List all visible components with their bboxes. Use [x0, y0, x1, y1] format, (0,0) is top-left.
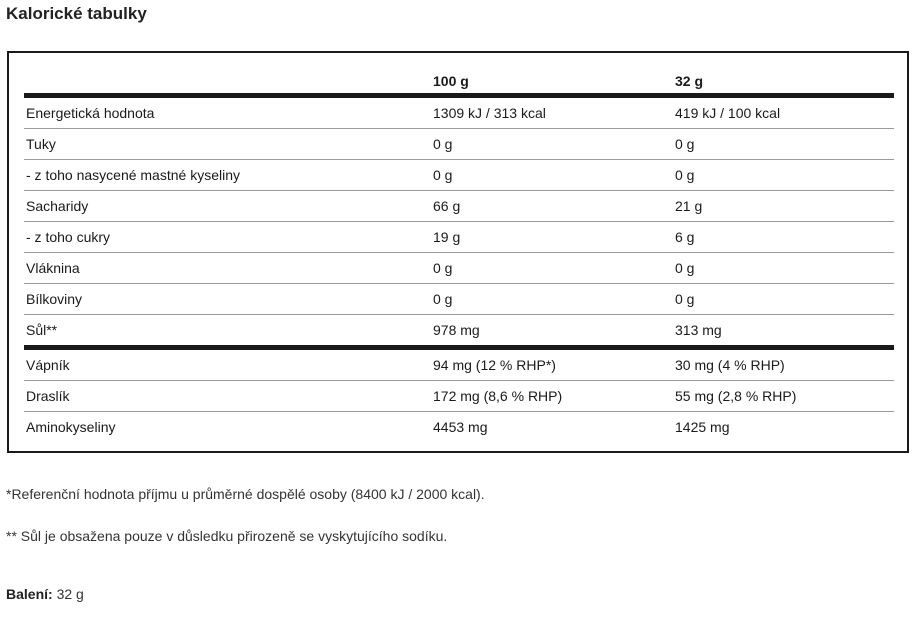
package-label: Balení:: [6, 586, 53, 602]
value-100g: 4453 mg: [433, 419, 488, 435]
nutrient-label: Sacharidy: [24, 191, 433, 222]
nutrient-label: Aminokyseliny: [26, 419, 116, 435]
nutrient-label: Sůl**: [24, 315, 433, 348]
package-info: [6, 586, 84, 602]
value-100g: 0 g: [433, 129, 675, 160]
nutrient-label: Bílkoviny: [24, 284, 433, 315]
package-value: 32 g: [56, 586, 84, 602]
nutrition-table: [24, 66, 894, 442]
nutrient-label: Vápník: [24, 348, 433, 381]
value-100g: 1309 kJ / 313 kcal: [433, 96, 675, 129]
nutrient-label: - z toho nasycené mastné kyseliny: [24, 160, 433, 191]
value-100g: 19 g: [433, 222, 675, 253]
value-32g: 0 g: [675, 129, 894, 160]
nutrient-label: Draslík: [24, 381, 433, 412]
page-title: Kalorické tabulky: [6, 4, 147, 23]
table-header-row: [24, 66, 894, 96]
value-32g: 1425 mg: [675, 419, 730, 435]
value-100g: 0 g: [433, 160, 675, 191]
value-32g: 55 mg (2,8 % RHP): [675, 381, 894, 412]
nutrient-label: - z toho cukry: [24, 222, 433, 253]
value-32g: 419 kJ / 100 kcal: [675, 96, 894, 129]
value-100g: 978 mg: [433, 315, 675, 348]
value-32g: 0 g: [675, 160, 894, 191]
value-32g: 21 g: [675, 191, 894, 222]
table-row: [24, 348, 894, 381]
value-100g: 172 mg (8,6 % RHP): [433, 381, 675, 412]
table-row: [24, 315, 894, 348]
nutrition-table-frame: [7, 51, 909, 453]
value-32g: 0 g: [675, 253, 894, 284]
header-cell-label: [24, 66, 433, 96]
table-row: [24, 381, 894, 412]
value-100g: 0 g: [433, 284, 675, 315]
nutrient-label: Vláknina: [24, 253, 433, 284]
value-32g: 30 mg (4 % RHP): [675, 348, 894, 381]
value-32g: 0 g: [675, 284, 894, 315]
salt-note: ** Sůl je obsažena pouze v důsledku přirozeně se vyskytujícího sodíku.: [6, 528, 448, 544]
value-100g: 94 mg (12 % RHP*): [433, 348, 675, 381]
value-32g: 6 g: [675, 222, 894, 253]
table-row: [24, 222, 894, 253]
table-row: [24, 96, 894, 129]
nutrient-label: Energetická hodnota: [24, 96, 433, 129]
table-row: [24, 129, 894, 160]
table-row: [24, 191, 894, 222]
value-100g: 0 g: [433, 253, 675, 284]
table-row: [24, 284, 894, 315]
value-100g: 66 g: [433, 191, 675, 222]
header-cell-100g: 100 g: [433, 66, 675, 96]
table-row: [24, 253, 894, 284]
header-cell-32g: 32 g: [675, 66, 894, 96]
table-row: [24, 412, 894, 443]
value-32g: 313 mg: [675, 315, 894, 348]
nutrient-label: Tuky: [24, 129, 433, 160]
table-row: [24, 160, 894, 191]
reference-intake-note: *Referenční hodnota příjmu u průměrné dospělé osoby (8400 kJ / 2000 kcal).: [6, 486, 485, 502]
